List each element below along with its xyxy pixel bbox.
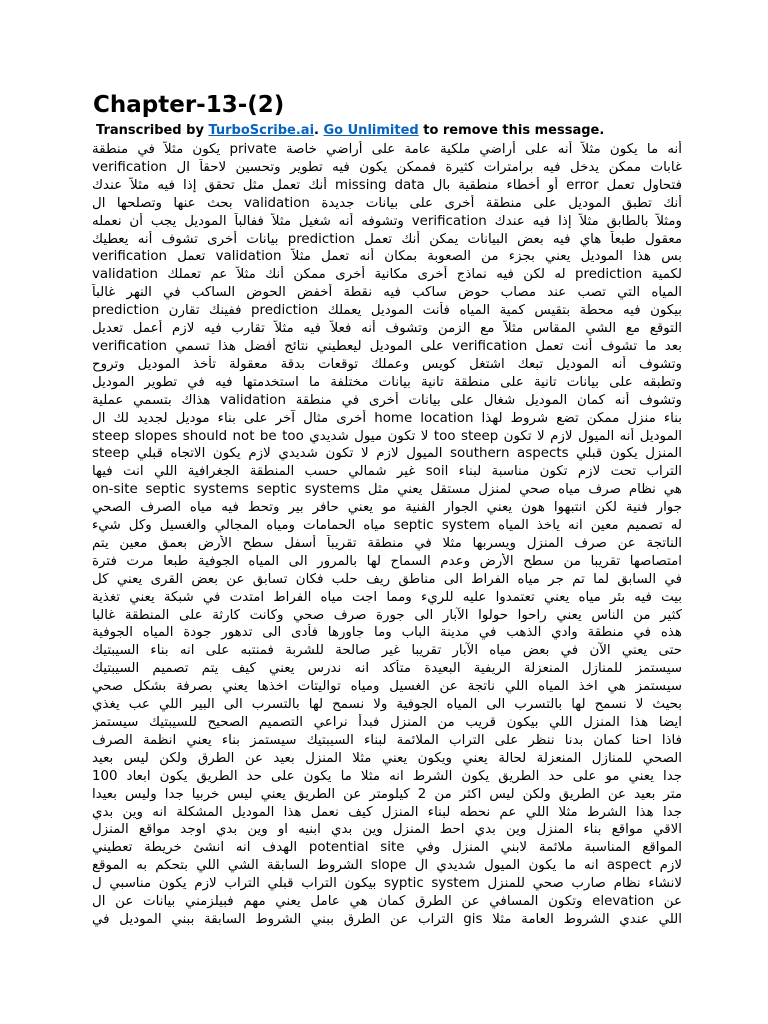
transcript-line: كثير من الناس يعني راحوا حولوا الآبار الى جورة صرف صحي وكانت كارثة على المنطقة غالبا	[92, 607, 682, 623]
transcript-line: سيستمز للمنازل المنعزلة الريفية البعيدة متأكد انه ندرس يعني كيف يتم تصميم السيبتيك	[92, 661, 682, 677]
transcript-body	[92, 141, 682, 929]
banner-middle: .	[314, 123, 324, 138]
banner-prefix: Transcribed by	[96, 123, 209, 138]
transcript-line: وتطبقه على بيانات تانية على منطقة تانية بيانات مختلفة ما استخدمتها فيه في تطوير الموديل	[92, 374, 682, 390]
transcript-line: جدا يعني مو على حد الطريق يكون الشرط انه مثلا ما يكون على حد الطريق يكون ابعاد 100	[92, 768, 682, 784]
transcript-line: المنزل يكون قبلي southern aspects الميول لازم لا تكون شديدي لازم يكون الاتجاه قبلي steep	[92, 446, 682, 462]
transcript-line: وتشوف أنه كمان الموديل شغال على بيانات أخرى في منطقة validation هذاك بتسمي عملية	[92, 392, 682, 408]
transcript-line: معقول طبعاً هاي فيه بعض البيانات يمكن أنك تعمل prediction بيانات أخرى تشوف أنه يعطيك	[92, 231, 682, 247]
transcript-line: prediction ففينك تقارن prediction بيكون فيه محطة بتقيس كمية المياه فأنت الموديل يعملك	[92, 303, 682, 319]
transcript-line: أنك تطبق الموديل على منطقة أخرى على بيانات جديدة validation بحث عنها وتصلحها ال	[92, 195, 682, 211]
transcript-line: حتى يعني الآن في بعض مياه الآبار تقريبا غير صالحة للشربة فمنتبه على انه بناء السيبتيك	[92, 643, 682, 659]
transcript-line: ايضا هذا المنزل اللي بيكون قريب من المنزل فبدأ نراعي التصميم الصحيح للسيبتيك سيستمز	[92, 715, 682, 730]
transcript-line: المواقع المناسبة ملائمة لابني المنزل وفي potential site الهدف انه انشئ خريطة تعطيني	[92, 840, 682, 856]
transcript-line: وتشوف أنه الموديل تبعك اشتغل كويس وعملك توقعات بدقة معقولة تأخذ الموديل وتروح	[92, 356, 682, 372]
transcript-line: steep slopes should not be too لا تكون ميول شديدي too steep الموديل أنه الميول لازم لا تكون	[92, 428, 682, 444]
banner-suffix: to remove this message.	[418, 123, 605, 138]
transcript-line: له تصميم معين انه ياخذ المياه septic system مياه الحمامات ومياه المجالي والغسيل وكل شيء	[92, 518, 682, 534]
transcript-line: التراب تحت لازم تكون مناسبة لبناء soil غير شمالي حسب المنطقة الجغرافية اللي انت فيها	[92, 464, 682, 480]
transcript-line: جوار فنية لكن انتبهوا هون يعني الجوار الفنية مو يعني حافر بير وتحط فيه مياه الصرف الصحي	[92, 500, 682, 516]
transcript-line: عن elevation وتكون المسافي عن الطرق كمان هي عامل يعني مهم فبيلزمني بيانات عن ال	[92, 894, 682, 910]
transcript-line: بيت فيه بئر مياه يعني تعتمدوا عليه للريء ومما اجت مياه الفراط امتدت في شبكة يعني تغذية	[92, 589, 682, 605]
transcript-line: بس هذا الموديل يعني بجزء من الصعوبة بمكان أنه تعمل مثلاً validation تعمل verification	[92, 249, 682, 265]
transcript-line: بعد ما تشوف أنت تعمل verification على الموديل ليعطيني نتائج أفضل هذا تسمي verification	[92, 338, 682, 354]
transcript-line: امتصاصها تقريبا من سطح الأرض وعدم السماح لها بالمرور الى المياه الجوفية طبعا مرت فترة	[92, 553, 682, 569]
transcript-line: المياه التي تصب عند مصاب حوض ساكب فيه نقطة أخفض الحوض الساكب في النهر غالباً	[92, 285, 682, 301]
turboscribe-link[interactable]: TurboScribe.ai	[208, 123, 315, 138]
transcript-line: الناتجة عن صرف المنزل ويسربها مثلا في منطقة تقريباً أسفل سطح الأرض بعمق معين يتم	[92, 535, 682, 551]
transcript-line: الاقي مواقع بناء المنزل وين بدي احط المنزل وين بدي ابنيه او وين بدي اوجد مواقع المنزل	[92, 822, 682, 838]
transcript-line: فتحاول تعمل error أو أخطاء منطقية بال missing data أنك تعمل مثل تحقق إذا فيه مثلاً عندك	[92, 177, 682, 193]
transcript-line: لازم aspect انه ما يكون الميول شديدي ال slope الشروط السابقة الشي اللي بتحكم به الموقع	[92, 858, 682, 874]
transcript-line: غابات ممكن يدخل فيه برامترات كثيرة فممكن يكون فيه تطوير وتحسين لاحقاً ال verification	[92, 159, 682, 175]
transcript-line: بحيث لا نسمح لها بالتسرب الى المياه الجوفية ولا نسمح لها بالتسرب الى البير اللي عب يغذي	[92, 697, 682, 713]
transcript-line: لكمية prediction له لكن فيه نماذج أخرى مكانية أخرى ممكن أنك مثلاً عم تعملك validation	[92, 267, 682, 283]
transcript-line: لانشاء نظام صارب صحي للمنزل syptic system بيكون التراب قبلي التراب لازم يكون مناسبي ل	[92, 876, 682, 892]
transcript-line: في السابق لما تم جر مياه الفراط الى مناطق ريف حلب فكان تسابق عن بعض القرى يعني كل	[92, 571, 682, 587]
go-unlimited-link[interactable]: Go Unlimited	[323, 123, 419, 138]
transcript-line: جدا هذا الشرط مثلا اللي عم نحطه لبناء المنزل كيف نعمل هذا الموديل المشكلة انه وين بدي	[92, 804, 682, 820]
transcription-banner	[96, 123, 682, 139]
transcript-line: ومثلاً بالطابق مثلاً إذا فيه عندك verification وتشوفه أنه شغيل مثلاً ففالباً الموديل يجب أن نعمله	[92, 213, 682, 229]
transcript-line: هي نظام صرف مياه صحي لمنزل مستقل يعني مثل on-site septic systems septic systems	[92, 482, 682, 498]
transcript-line: الصحي للمنازل المنعزلة لحالة يعني ويكون يعني مثلا المنزل بعيد عن الطرق ولكن ليس بعيد	[92, 750, 682, 766]
document-title: Chapter-13-(2)	[93, 92, 285, 118]
transcript-line: متر بعيد عن الطريق ولكن ليس اكثر من 2 كيلومتر عن الطريق يعني ليس خربيا جدا وليس بعيدا	[92, 786, 682, 802]
transcript-line: أنه ما يكون مثلاً أنه على أراضي ملكية عامة على أراضي خاصة private يكون مثلاً في منطقة	[92, 142, 682, 157]
transcript-line: اللي عندي الشروط العامة مثلا gis التراب عن الطرق ببني الشروط السابقة ببني الموديل في	[92, 911, 682, 927]
transcript-line: هذه في منطقة وادي الذهب في مدينة الباب وما جاورها فأدى الى تدهور جودة المياه الجوفية	[92, 625, 682, 641]
transcript-line: التوقع مع الشي المقاس مثلاً مع الزمن وتشوف أنه فعلاً فيه مثلاً تقارب فيه لازم أعمل تعديل	[92, 321, 682, 337]
transcript-line: فاذا احنا كمان بدنا ننظر على التراب الملائمة لبناء السيبتيك سيستمز بناء يعني انظمة الصرف	[92, 732, 682, 748]
transcript-line: سيستمز هي اخذ المياه اللي ناتجة عن الغسيل ومياه تواليتات اخذها يعني بصرفة بشكل صحي	[92, 679, 682, 695]
transcript-line: بناء منزل ممكن تضع شروط لهذا home location أخرى مثال آخر على بناء موديل لجديد لك ال	[92, 410, 682, 426]
